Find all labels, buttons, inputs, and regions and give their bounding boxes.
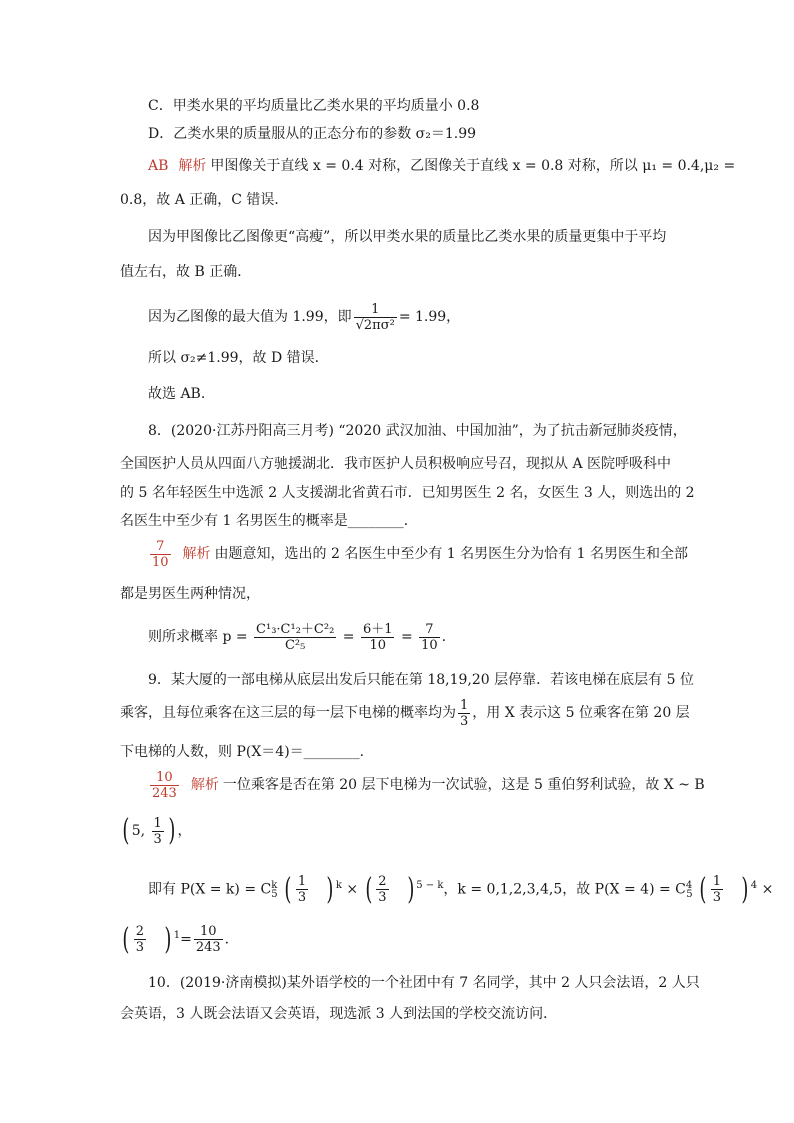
q8-text-line2: 全国医护人员从四面八方驰援湖北．我市医护人员积极响应号召，现拟从 A 医院呼吸科中 (120, 456, 672, 472)
q7-fraction-den: √2πσ² (355, 317, 395, 333)
q9-b-den: 3 (153, 831, 162, 847)
q7-fraction-num: 1 (354, 302, 397, 318)
q9-text2-pre: 乘客，且每位乘客在这三层的每一层下电梯的概率均为 (120, 705, 456, 721)
q9-solution-line1 (148, 766, 705, 804)
q8-prob-text: 则所求概率 p = (148, 629, 248, 645)
q8-eq2: = (400, 629, 413, 645)
q9-paren9: ( (122, 921, 130, 957)
q9-text-line2 (120, 694, 690, 732)
q9-px-frac1-den: 3 (297, 890, 307, 906)
q7-answer: AB (148, 158, 169, 174)
q9-solution-line2 (120, 812, 192, 850)
q9-solution-line4 (120, 916, 229, 960)
q10-text-line2: 会英语，3 人既会法语又会英语，现选派 3 人到法国的学校交流访问． (120, 1006, 558, 1022)
q9-text2-post: ，用 X 表示这 5 位乘客在第 20 层 (472, 705, 690, 721)
q9-paren4: ) (326, 871, 334, 907)
q8-frac2-den: 10 (369, 637, 386, 653)
q8-frac2-num: 6＋1 (362, 621, 393, 637)
q9-text-line3: 下电梯的人数，则 P(X＝4)＝________. (120, 744, 365, 760)
q8-answer-den: 10 (152, 554, 169, 570)
q8-answer-fraction (150, 539, 171, 570)
q9-times1: × (346, 881, 359, 898)
q9-answer-den: 243 (152, 785, 177, 801)
q9-paren3: ( (284, 871, 292, 907)
q9-paren-left: ( (122, 813, 130, 848)
q7-solution-line1 (148, 156, 735, 176)
q10-text-line1: 10．(2019·济南模拟)某外语学校的一个社团中有 7 名同学，其中 2 人只会法语，2 人只 (148, 975, 700, 991)
q9-px-pow1: k (335, 880, 342, 891)
option-c: C．甲类水果的平均质量比乙类水果的平均质量小 0.8 (148, 98, 480, 114)
q7-max-text: 因为乙图像的最大值为 1.99，即 (148, 309, 352, 325)
q9-c-pow: 1 (173, 930, 181, 941)
q8-text-line3: 的 5 名年轻医生中选派 2 人支援湖北省黄石市．已知男医生 2 名，女医生 3 人，则选出的 2 (120, 485, 695, 501)
q7-solution-line2: 0.8，故 A 正确，C 错误． (120, 192, 289, 208)
q9-c-ans-den: 243 (195, 940, 221, 956)
q7-solution-line5 (148, 300, 460, 334)
q9-px-frac2-num: 2 (378, 874, 387, 890)
q9-solution-line3 (148, 866, 773, 915)
q7-solution-line6: 所以 σ₂≠1.99，故 D 错误． (148, 350, 329, 366)
q9-c-end: . (224, 931, 230, 948)
q9-paren5: ( (364, 871, 372, 907)
q9-answer-fraction (150, 770, 179, 801)
q7-solution-line3: 因为甲图像比乙图像更“高瘦”，所以甲类水果的质量比乙类水果的质量更集中于平均 (148, 229, 667, 245)
q9-paren-right: ) (168, 813, 176, 848)
q8-frac1 (254, 622, 336, 653)
q8-text-line1: 8．(2020·江苏丹阳高三月考) “2020 武汉加油、中国加油”，为了抗击新冠肺炎疫情， (148, 423, 687, 439)
q9-px-frac2 (376, 874, 388, 905)
q9-c-sub: 5 (271, 889, 278, 901)
q8-frac3-den: 10 (421, 637, 438, 653)
q9-paren8: ) (741, 871, 749, 907)
q8-frac1-den: C²₅ (284, 637, 306, 653)
q9-c-sup: k (271, 880, 278, 891)
q9-prob-fraction (458, 698, 470, 729)
q8-answer-num: 7 (150, 539, 171, 555)
q9-c-ans (194, 924, 223, 955)
q8-text-line4: 名医生中至少有 1 名男医生的概率是________． (120, 513, 418, 529)
q9-px-frac3 (711, 874, 723, 905)
q7-jiexi-text1: 甲图像关于直线 x = 0.4 对称，乙图像关于直线 x = 0.8 对称，所以 μ₁ = 0.4,μ₂ = (210, 158, 736, 174)
q9-answer-num: 10 (150, 770, 179, 786)
q9-px-pre: 即有 P(X = k) = C (148, 881, 272, 898)
q8-end: . (441, 629, 447, 645)
q9-c-frac-num: 2 (135, 924, 144, 940)
q8-frac3 (419, 622, 440, 653)
q9-px-frac1 (296, 874, 308, 905)
q7-max-post: = 1.99， (398, 309, 461, 325)
q8-frac3-num: 7 (419, 622, 440, 638)
q9-c2-sub: 5 (686, 889, 693, 901)
q9-px-frac1-num: 1 (297, 874, 307, 890)
q9-px-frac3-den: 3 (712, 890, 722, 906)
q9-px-pow2: 5 − k (416, 880, 444, 891)
q9-paren7: ( (699, 871, 707, 907)
q9-b-fraction (152, 816, 164, 847)
option-d: D．乙类水果的质量服从的正态分布的参数 σ₂＝1.99 (148, 126, 477, 142)
q9-jiexi-text1: 一位乘客是否在第 20 层下电梯为一次试验，这是 5 重伯努利试验，故 X ~ B (222, 777, 705, 793)
q8-jiexi-text1: 由题意知，选出的 2 名医生中至少有 1 名男医生分为恰有 1 名男医生和全部 (214, 546, 688, 562)
q8-solution-line2: 都是男医生两种情况， (120, 586, 260, 602)
q9-prob-num: 1 (460, 697, 469, 713)
q9-c-eq: = (180, 931, 192, 948)
q9-c-frac (134, 924, 146, 955)
q9-px-mid: ，k = 0,1,2,3,4,5，故 P(X = 4) = C (443, 881, 686, 898)
q8-frac1-num: C¹₃·C¹₂＋C²₂ (256, 621, 335, 637)
q9-px-frac3-num: 1 (712, 874, 722, 890)
q9-c-ans-num: 10 (194, 924, 223, 940)
q9-c-frac-den: 3 (135, 940, 144, 956)
q9-b-end: ， (177, 823, 192, 839)
q9-paren6: ) (406, 871, 414, 907)
q9-times2: × (761, 881, 774, 898)
q9-paren10: ) (164, 921, 172, 957)
q8-solution-line1 (148, 536, 688, 572)
q9-c2-sup: 4 (685, 880, 693, 891)
q8-solution-line3 (148, 618, 446, 656)
q8-frac2 (361, 622, 395, 653)
q9-px-pow3: 4 (750, 880, 758, 891)
q9-jiexi-label: 解析 (190, 777, 219, 793)
q8-eq1: = (342, 629, 355, 645)
q9-text-line1: 9．某大厦的一部电梯从底层出发后只能在第 18,19,20 层停靠．若该电梯在底层有 5 位 (148, 672, 694, 688)
q8-jiexi-label: 解析 (182, 546, 211, 562)
q9-prob-den: 3 (460, 713, 469, 729)
q7-jiexi-label: 解析 (178, 158, 207, 174)
q9-b-num: 1 (153, 815, 162, 831)
q9-b-n: 5, (131, 823, 146, 839)
q7-fraction (354, 302, 397, 333)
q9-px-frac2-den: 3 (378, 890, 387, 906)
q7-solution-line4: 值左右，故 B 正确． (120, 264, 252, 280)
q7-solution-line7: 故选 AB. (148, 386, 206, 402)
